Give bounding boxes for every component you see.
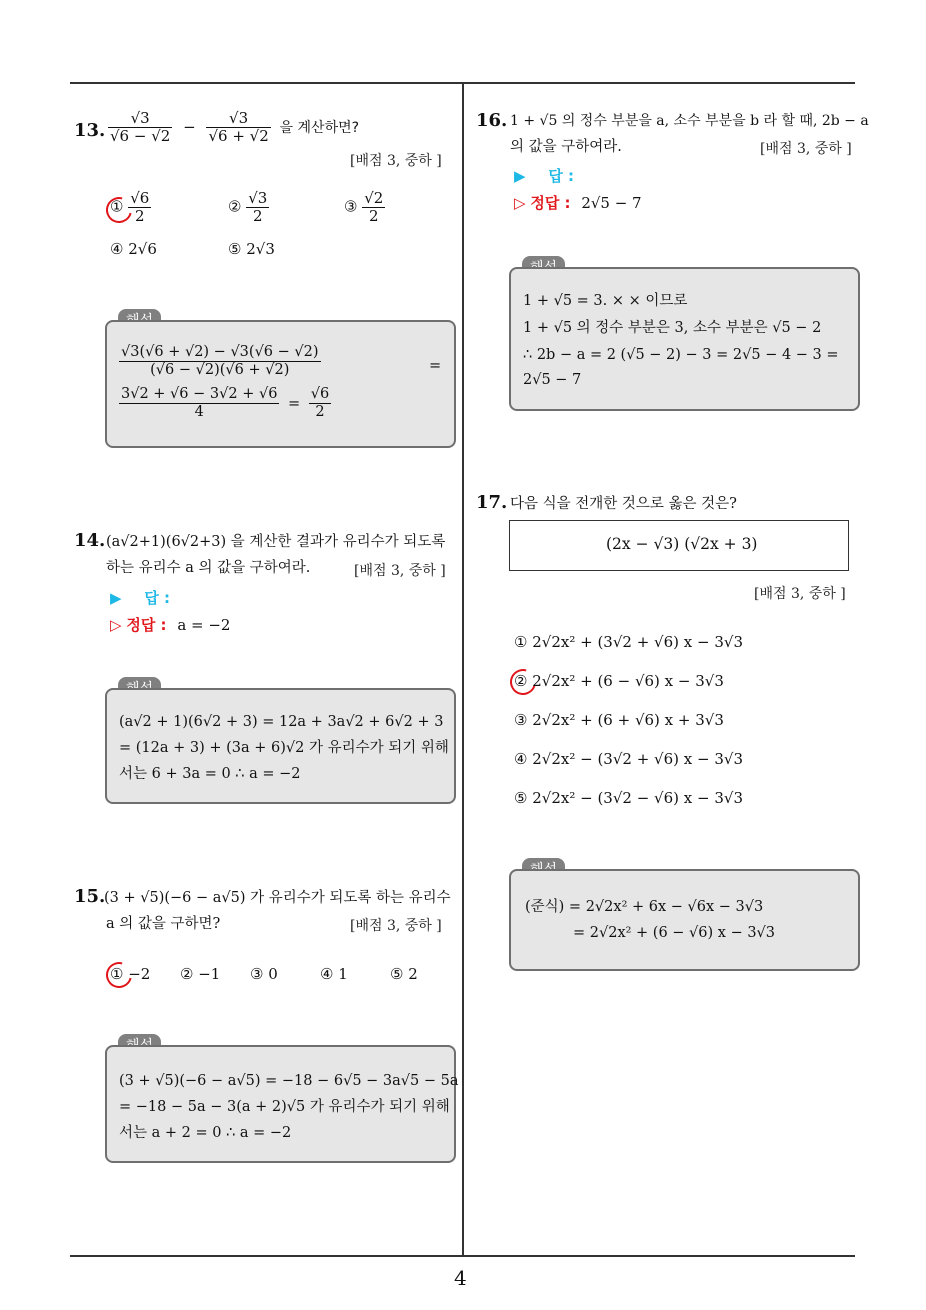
triangle-outline-icon: ▷ — [110, 616, 122, 634]
option-5[interactable]: ⑤ 2 — [390, 965, 418, 983]
option-3[interactable]: ③ $\frac{√2}{2}$ — [344, 189, 384, 225]
explanation-line: 서는 a + 2 = 0 ∴ a = −2 — [119, 1125, 292, 1141]
correct-value: a = −2 — [177, 616, 231, 634]
explanation-line: (3 + √5)(−6 − a√5) = −18 − 6√5 − 3a√5 − 5a — [119, 1073, 459, 1089]
explanation-line: $\frac{√3(√6 + √2) - √3(√6 - √2)}{(√6 - √2)(√6 + √2)}$ — [121, 344, 319, 378]
option-3[interactable]: ③ 2√2x² + (6 + √6) x + 3√3 — [514, 711, 724, 729]
option-2[interactable]: ② 2√2x² + (6 − √6) x − 3√3 — [514, 672, 724, 690]
explanation-line: (a√2 + 1)(6√2 + 3) = 12a + 3a√2 + 6√2 + 3 — [119, 714, 444, 730]
correct-answer-row — [514, 193, 642, 213]
correct-label: 정답 : — [126, 616, 167, 634]
explanation-line: ∴ 2b − a = 2 (√5 − 2) − 3 = 2√5 − 4 − 3 = — [523, 347, 839, 363]
explanation-line: 서는 6 + 3a = 0 ∴ a = −2 — [119, 766, 301, 782]
option-5[interactable]: ⑤ 2√3 — [228, 240, 275, 258]
explanation-box — [509, 869, 860, 971]
question-expression: $\frac{√3}{√6 - √2}$ − $\frac{√3}{√6 + √2}$ 을 계산하면? — [110, 109, 360, 145]
play-icon: ▶ — [110, 589, 122, 607]
correct-answer-row — [110, 615, 230, 635]
explanation-line: (준식) = 2√2x² + 6x − √6x − 3√3 — [525, 899, 764, 915]
explanation-line: 1 + √5 의 정수 부분은 3, 소수 부분은 √5 − 2 — [523, 320, 822, 336]
question-text: 의 값을 구하여라. — [510, 139, 622, 155]
question-text: 하는 유리수 a 의 값을 구하여라. — [106, 560, 311, 576]
option-4[interactable]: ④ 1 — [320, 965, 348, 983]
explanation-line: = 2√2x² + (6 − √6) x − 3√3 — [573, 925, 776, 941]
option-1[interactable]: ① −2 — [110, 965, 151, 983]
answer-row — [110, 588, 170, 608]
option-2[interactable]: ② −1 — [180, 965, 221, 983]
page-number: 4 — [454, 1266, 467, 1290]
explanation-box — [105, 1045, 459, 1163]
answer-row — [514, 166, 574, 186]
explanation-line: $\frac{3√2 + √6 - 3√2 + √6}{4}$ = $\frac{√6}{2}$ — [121, 386, 330, 420]
question-prompt: 다음 식을 전개한 것으로 옳은 것은? — [510, 496, 737, 512]
answer-label: 답 : — [548, 167, 575, 185]
score-label: [배점 3, 중하 ] — [350, 153, 442, 169]
play-icon: ▶ — [514, 167, 526, 185]
bottom-rule — [70, 1255, 855, 1257]
option-1[interactable]: ① 2√2x² + (3√2 + √6) x − 3√3 — [514, 633, 743, 651]
score-label: [배점 3, 중하 ] — [760, 141, 852, 157]
explanation-box — [105, 320, 456, 448]
option-1[interactable]: ① $\frac{√6}{2}$ — [110, 189, 150, 225]
explanation-box — [509, 267, 860, 411]
fraction: $\frac{√3}{√6 + √2}$ — [208, 109, 269, 145]
fraction: $\frac{√3}{√6 - √2}$ — [110, 109, 171, 145]
question-number: 16. — [476, 110, 508, 131]
question-number: 14. — [74, 530, 106, 551]
triangle-outline-icon: ▷ — [514, 194, 526, 212]
option-3[interactable]: ③ 0 — [250, 965, 278, 983]
question-number: 17. — [476, 492, 508, 513]
score-label: [배점 3, 중하 ] — [354, 563, 446, 579]
question-text: a 의 값을 구하면? — [106, 916, 221, 932]
correct-value: 2√5 − 7 — [581, 194, 642, 212]
explanation-line: = −18 − 5a − 3(a + 2)√5 가 유리수가 되기 위해 — [119, 1099, 450, 1115]
explanation-equals: = — [429, 358, 442, 374]
explanation-line: 2√5 − 7 — [523, 372, 582, 388]
explanation-line: 1 + √5 = 3. × × 이므로 — [523, 293, 688, 309]
score-label: [배점 3, 중하 ] — [350, 918, 442, 934]
answer-label: 답 : — [144, 589, 171, 607]
question-text: 1 + √5 의 정수 부분을 a, 소수 부분을 b 라 할 때, 2b − a — [510, 113, 869, 129]
option-5[interactable]: ⑤ 2√2x² − (3√2 − √6) x − 3√3 — [514, 789, 743, 807]
question-text: (3 + √5)(−6 − a√5) 가 유리수가 되도록 하는 유리수 — [104, 890, 451, 906]
question-number: 15. — [74, 886, 106, 907]
question-number: 13. — [74, 120, 106, 141]
boxed-expression: (2x − √3) (√2x + 3) — [606, 535, 758, 553]
option-4[interactable]: ④ 2√6 — [110, 240, 157, 258]
question-text: (a√2+1)(6√2+3) 을 계산한 결과가 유리수가 되도록 — [106, 534, 446, 550]
explanation-box — [105, 688, 456, 804]
option-2[interactable]: ② $\frac{√3}{2}$ — [228, 189, 268, 225]
column-divider — [462, 83, 464, 1255]
correct-label: 정답 : — [530, 194, 571, 212]
question-prompt: 을 계산하면? — [279, 119, 360, 136]
score-label: [배점 3, 중하 ] — [754, 586, 846, 602]
option-4[interactable]: ④ 2√2x² − (3√2 + √6) x − 3√3 — [514, 750, 743, 768]
explanation-line: = (12a + 3) + (3a + 6)√2 가 유리수가 되기 위해 — [119, 740, 449, 756]
